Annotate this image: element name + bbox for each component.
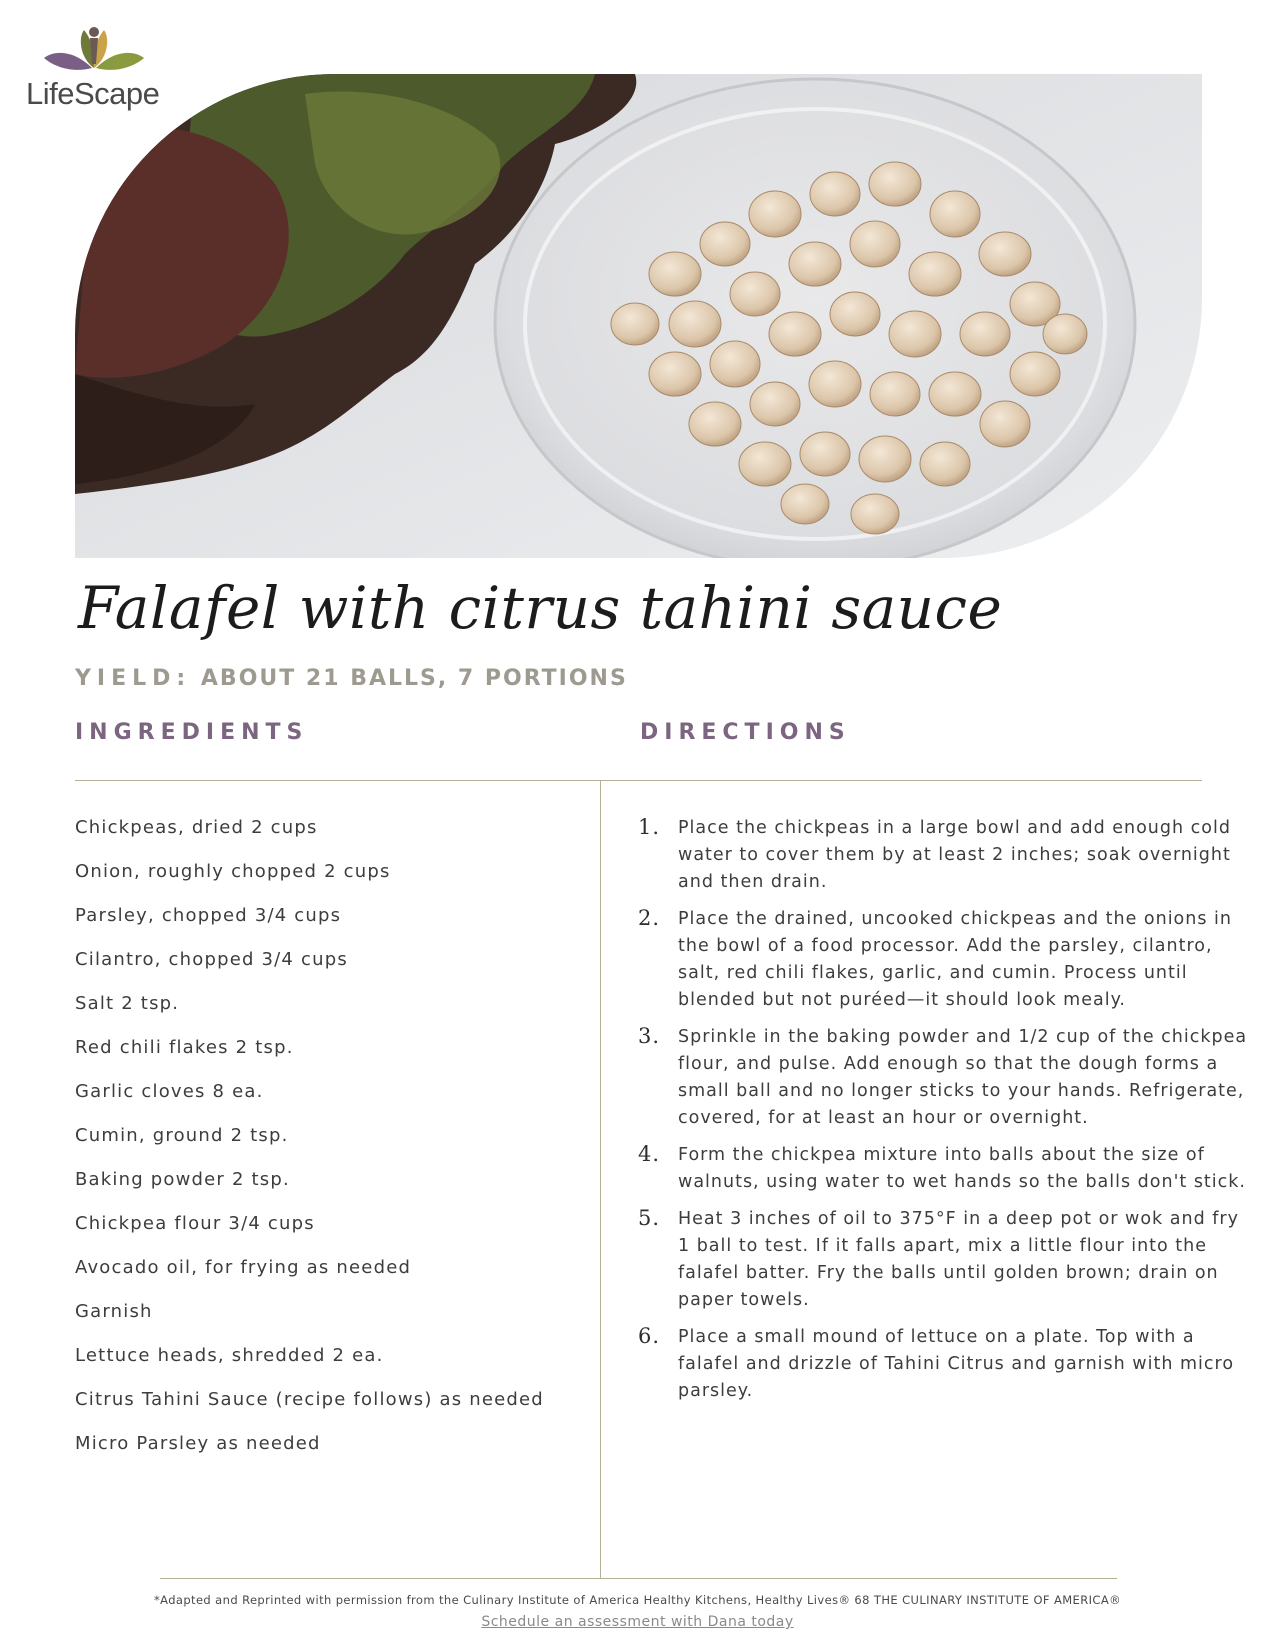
logo-text: LifeScape (26, 76, 160, 111)
ingredients-list (75, 815, 544, 1475)
recipe-yield (75, 666, 628, 691)
direction-step (638, 906, 1248, 1014)
step-number: 3. (638, 1024, 661, 1048)
direction-step (638, 815, 1248, 896)
chickpeas-bowl-photo (75, 74, 1202, 558)
step-text: Place the chickpeas in a large bowl and add enough cold water to cover them by at least 2 inches; soak overnight and then drain. (678, 818, 1231, 892)
lifescape-logo (24, 24, 164, 114)
step-number: 6. (638, 1324, 661, 1348)
ingredient-item: Onion, roughly chopped 2 cups (75, 861, 391, 882)
direction-step (638, 1024, 1248, 1132)
step-number: 5. (638, 1206, 661, 1230)
schedule-assessment-link[interactable]: Schedule an assessment with Dana today (481, 1614, 794, 1630)
header-divider (75, 780, 1202, 781)
step-text: Form the chickpea mixture into balls about the size of walnuts, using water to wet hands so the balls don't stick. (678, 1145, 1246, 1192)
direction-step (638, 1324, 1248, 1405)
footer-link-wrap (0, 1614, 1275, 1630)
step-number: 4. (638, 1142, 661, 1166)
directions-list (638, 815, 1248, 1415)
ingredient-item: Garnish (75, 1301, 153, 1322)
ingredient-item: Chickpea flour 3/4 cups (75, 1213, 315, 1234)
ingredient-item: Parsley, chopped 3/4 cups (75, 905, 342, 926)
footer-credit: *Adapted and Reprinted with permission from the Culinary Institute of America Healthy Kitchens, Healthy Lives® 68 THE CULINARY INSTITUTE OF AMERICA® (153, 1593, 1121, 1607)
ingredient-item: Cilantro, chopped 3/4 cups (75, 949, 348, 970)
ingredients-heading: INGREDIENTS (75, 720, 309, 745)
ingredient-item: Red chili flakes 2 tsp. (75, 1037, 294, 1058)
direction-step (638, 1206, 1248, 1314)
yield-value: ABOUT 21 BALLS, 7 PORTIONS (200, 666, 628, 691)
step-number: 1. (638, 815, 661, 839)
lotus-figure-icon (44, 24, 144, 80)
ingredient-item: Micro Parsley as needed (75, 1433, 321, 1454)
ingredient-item: Baking powder 2 tsp. (75, 1169, 290, 1190)
ingredient-item: Citrus Tahini Sauce (recipe follows) as needed (75, 1389, 544, 1410)
ingredient-item: Lettuce heads, shredded 2 ea. (75, 1345, 384, 1366)
recipe-title: Falafel with citrus tahini sauce (78, 574, 1003, 642)
ingredient-item: Salt 2 tsp. (75, 993, 180, 1014)
footer-divider (160, 1578, 1117, 1579)
ingredient-item: Garlic cloves 8 ea. (75, 1081, 264, 1102)
step-text: Sprinkle in the baking powder and 1/2 cup of the chickpea flour, and pulse. Add enough so that the dough forms a small ball and no longer sticks to your hands. Refrigerate, covered, for at least an hour or overnight. (678, 1027, 1248, 1128)
step-text: Place a small mound of lettuce on a plate. Top with a falafel and drizzle of Tahini Citrus and garnish with micro parsley. (678, 1327, 1235, 1401)
yield-label: YIELD: (75, 666, 192, 691)
ingredient-item: Chickpeas, dried 2 cups (75, 817, 318, 838)
direction-step (638, 1142, 1248, 1196)
directions-heading: DIRECTIONS (640, 720, 851, 745)
ingredient-item: Avocado oil, for frying as needed (75, 1257, 412, 1278)
ingredient-item: Cumin, ground 2 tsp. (75, 1125, 289, 1146)
hero-photo (75, 74, 1202, 558)
column-divider (600, 781, 601, 1578)
step-text: Place the drained, uncooked chickpeas and the onions in the bowl of a food processor. Add the parsley, cilantro, salt, red chili flakes, garlic, and cumin. Process until blended but not puréed—it should look mealy. (678, 909, 1232, 1010)
step-number: 2. (638, 906, 661, 930)
step-text: Heat 3 inches of oil to 375°F in a deep pot or wok and fry 1 ball to test. If it falls apart, mix a little flour into the falafel batter. Fry the balls until golden brown; drain on paper towels. (678, 1209, 1239, 1310)
